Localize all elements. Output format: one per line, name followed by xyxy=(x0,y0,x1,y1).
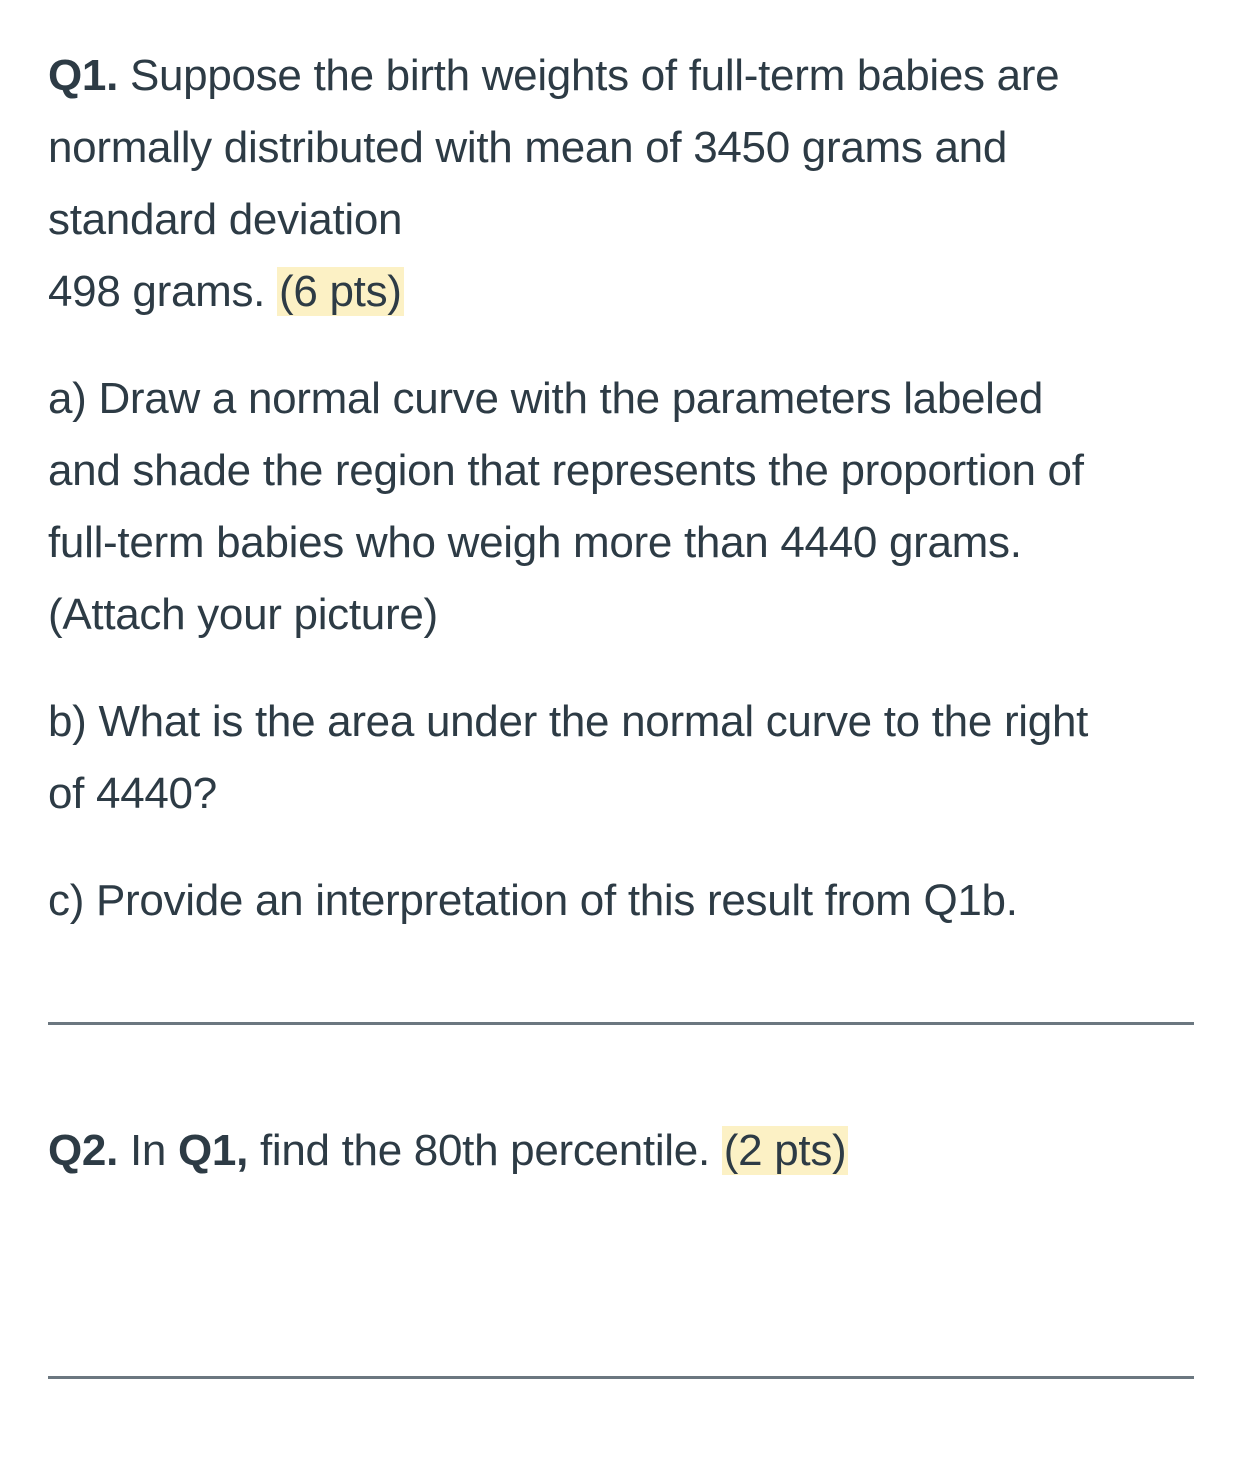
q1-line-1 xyxy=(48,40,1194,112)
spacer xyxy=(48,830,1194,865)
divider xyxy=(48,1022,1194,1025)
q1-points-badge: (6 pts) xyxy=(279,267,402,316)
part-c-line-1: c) Provide an interpretation of this result from Q1b. xyxy=(48,876,1018,925)
q1-line-1-text: Suppose the birth weights of full-term babies are xyxy=(118,51,1060,100)
q1-line-3: standard deviation xyxy=(48,195,403,244)
q2-label: Q2. xyxy=(48,1126,119,1175)
q1-part-c xyxy=(48,865,1194,937)
q1-label: Q1. xyxy=(48,51,119,100)
q1-line-2: normally distributed with mean of 3450 grams and xyxy=(48,123,1007,172)
part-a-line-3: full-term babies who weigh more than 4440 grams. xyxy=(48,518,1022,567)
q2-text-2: find the 80th percentile. xyxy=(248,1126,722,1175)
question-content xyxy=(48,40,1194,937)
q1-stem xyxy=(48,40,1194,328)
q1-part-b xyxy=(48,686,1194,830)
part-b-line-2: of 4440? xyxy=(48,769,217,818)
q2-line-1 xyxy=(48,1115,1194,1187)
spacer xyxy=(48,651,1194,686)
q1-line-4 xyxy=(48,256,1194,328)
divider xyxy=(48,1376,1194,1379)
q1-line-4-text: 498 grams. xyxy=(48,267,278,316)
q2-points-badge: (2 pts) xyxy=(723,1126,847,1175)
spacer xyxy=(48,328,1194,363)
part-a-line-1: a) Draw a normal curve with the parameters labeled xyxy=(48,374,1044,423)
q2-reference: Q1, xyxy=(177,1126,249,1175)
part-a-line-2: and shade the region that represents the proportion of xyxy=(48,446,1084,495)
part-b-line-1: b) What is the area under the normal curve to the right xyxy=(48,697,1089,746)
q2-text-1: In xyxy=(118,1126,178,1175)
q2-stem xyxy=(48,1115,1194,1187)
part-a-line-4: (Attach your picture) xyxy=(48,590,438,639)
q1-part-a xyxy=(48,363,1194,651)
